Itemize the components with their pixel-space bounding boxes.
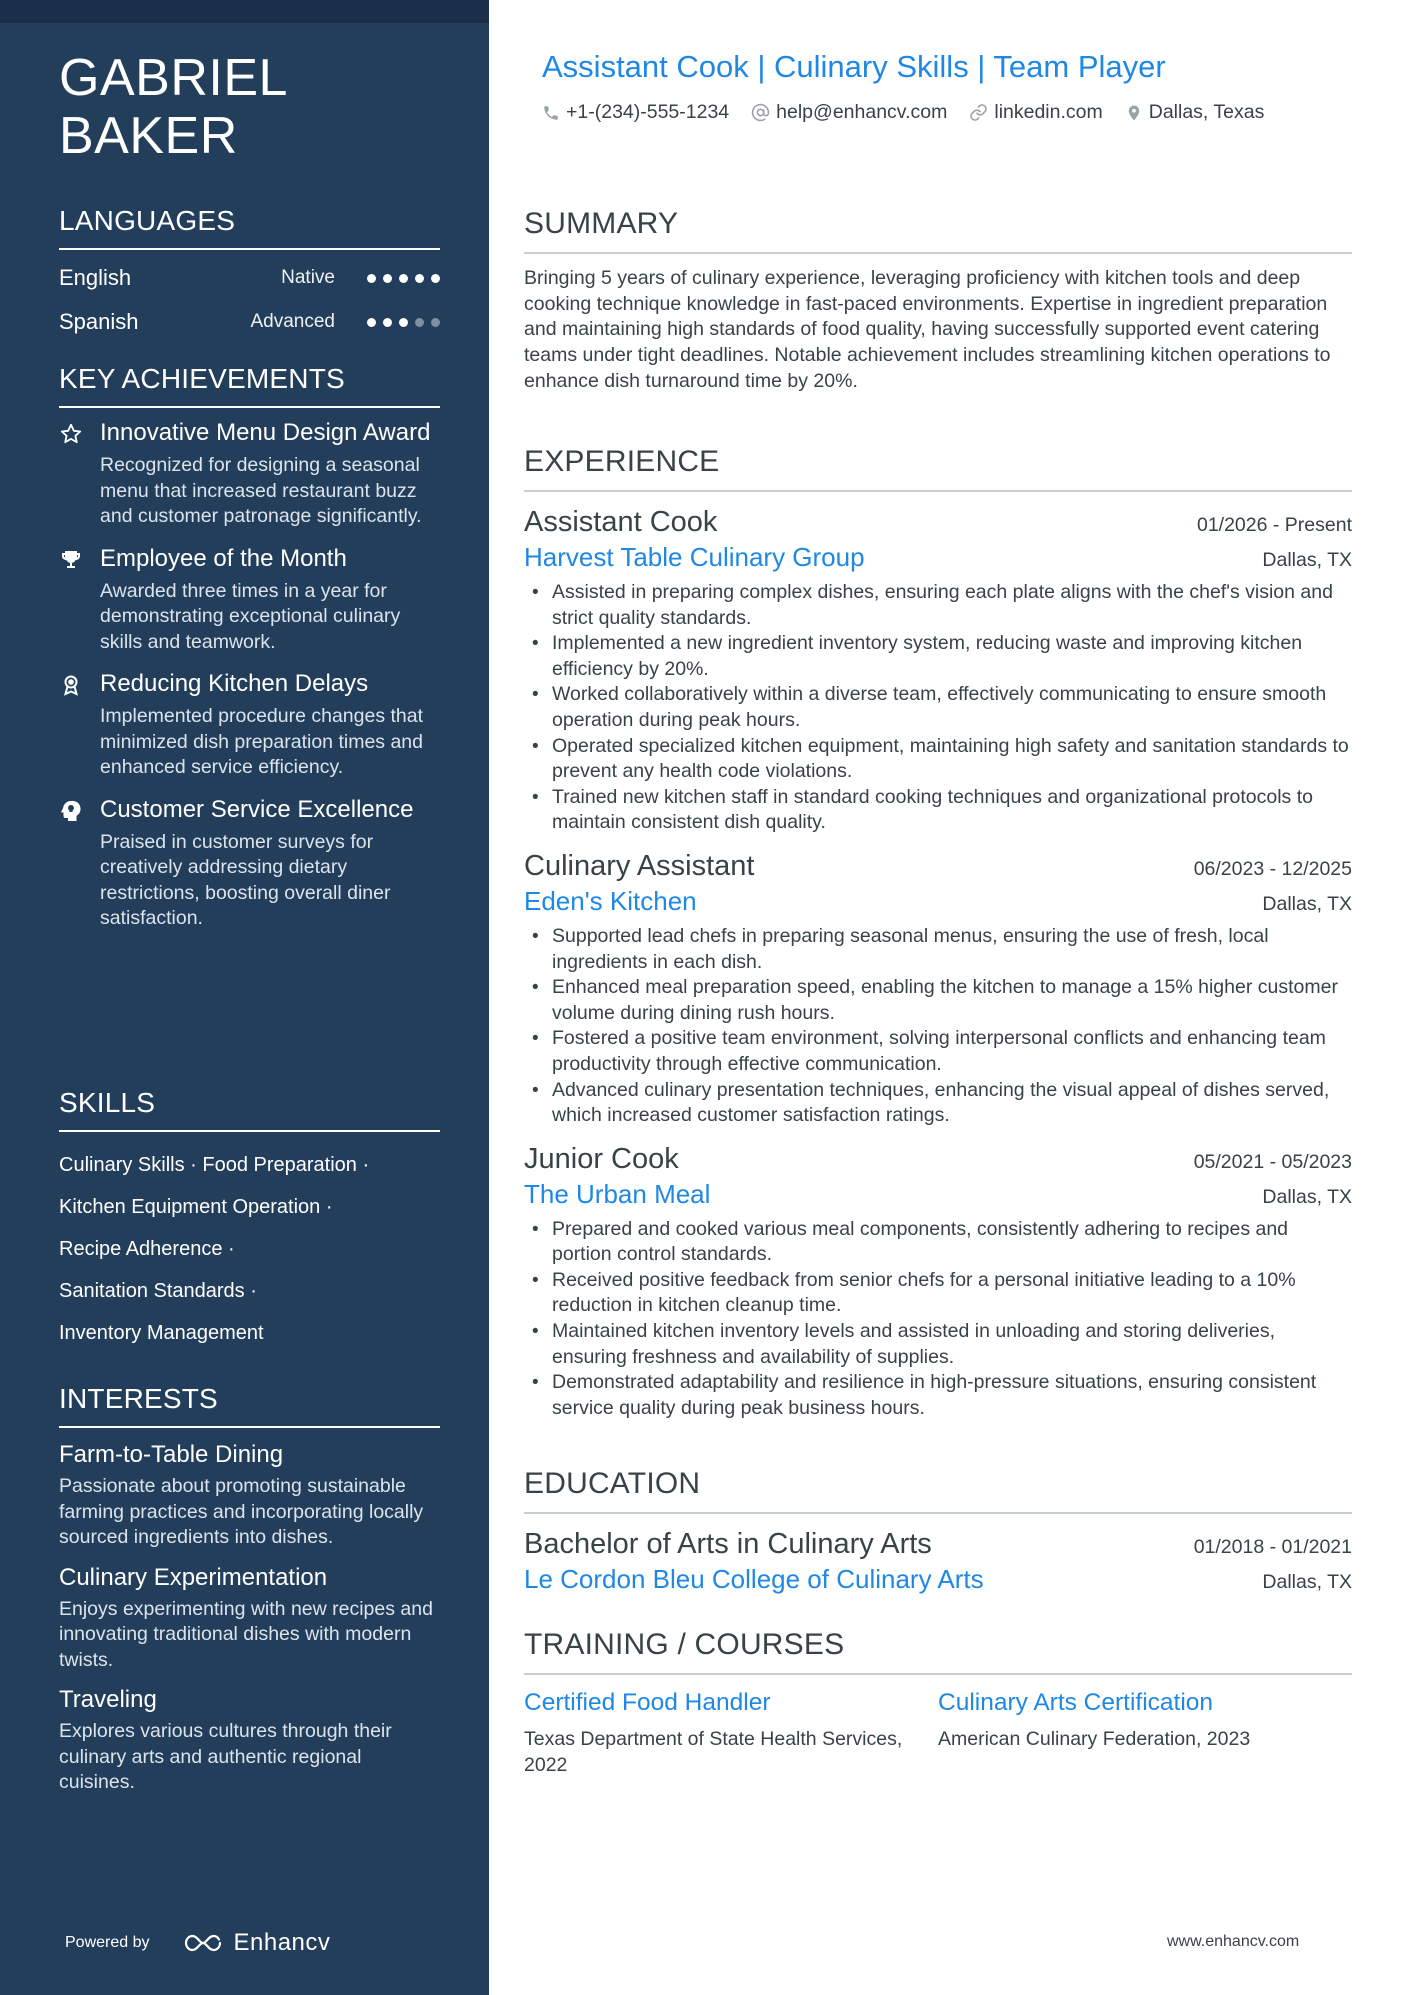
degree: Bachelor of Arts in Culinary Arts (524, 1528, 932, 1560)
achievement-title: Employee of the Month (100, 544, 347, 572)
education-dates: 01/2018 - 01/2021 (1193, 1536, 1352, 1558)
last-name: BAKER (59, 107, 238, 165)
job-bullet: • Supported lead chefs in preparing seasonal menus, ensuring the use of fresh, local ingredients in each dish. (524, 924, 1352, 975)
summary-title: SUMMARY (524, 206, 1352, 254)
candidate-name (59, 49, 288, 165)
rating-dot-filled (383, 274, 392, 283)
job-bullet: • Assisted in preparing complex dishes, ensuring each plate aligns with the chef's vision and strict quality standards. (524, 580, 1352, 631)
phone-icon (542, 104, 560, 122)
job-location: Dallas, TX (1262, 549, 1352, 571)
job-entry (524, 504, 1352, 836)
achievement-desc: Recognized for designing a seasonal menu that increased restaurant buzz and customer patronage significantly. (100, 454, 422, 527)
sidebar (0, 0, 489, 1995)
job-dates: 06/2023 - 12/2025 (1193, 857, 1352, 880)
enhancv-brand: Enhancv (233, 1929, 331, 1956)
achievements-title: KEY ACHIEVEMENTS (59, 362, 440, 408)
at-icon (751, 103, 770, 122)
job-company: Harvest Table Culinary Group (524, 542, 865, 572)
enhancv-logo[interactable] (180, 1929, 331, 1957)
trophy-icon (59, 548, 83, 572)
achievement-desc: Implemented procedure changes that minimized dish preparation times and enhanced service efficiency. (100, 705, 424, 778)
education-location: Dallas, TX (1262, 1571, 1352, 1593)
rating-dot-filled (367, 274, 376, 283)
summary-text: Bringing 5 years of culinary experience, leveraging proficiency with kitchen tools and deep cooking technique knowledge in fast-paced environments. Expertise in ingredient preparation and maintaining high standards of food quality, having successfully supported event catering teams under tight deadlines. Notable achievement includes streamlining kitchen operations to enhance dish turnaround time by 20%. (524, 267, 1331, 392)
language-rating (367, 318, 440, 327)
achievements-section (59, 362, 440, 932)
job-bullet: • Received positive feedback from senior chefs for a personal initiative leading to a 10% reduction in kitchen cleanup time. (524, 1268, 1352, 1319)
language-name: Spanish (59, 309, 139, 334)
course-desc: Texas Department of State Health Services, 2022 (524, 1728, 903, 1776)
contact-bar (542, 101, 1286, 124)
skill-line: Recipe Adherence · (59, 1238, 235, 1260)
job-bullets (524, 924, 1352, 1129)
interest-desc: Explores various cultures through their culinary arts and authentic regional cuisines. (59, 1720, 392, 1793)
location-text: Dallas, Texas (1148, 101, 1265, 123)
achievement-item (59, 669, 440, 781)
skills-list (59, 1144, 440, 1354)
job-title: Culinary Assistant (524, 849, 755, 882)
first-name: GABRIEL (59, 49, 288, 107)
interest-title: Traveling (59, 1686, 157, 1713)
job-company: Eden's Kitchen (524, 885, 697, 916)
language-name: English (59, 265, 132, 290)
job-dates: 01/2026 - Present (1196, 514, 1352, 536)
achievement-title: Reducing Kitchen Delays (100, 670, 369, 697)
training-section (524, 1627, 1352, 1778)
powered-by-label: Powered by (65, 1934, 150, 1951)
job-bullet: • Maintained kitchen inventory levels and assisted in unloading and storing deliveries, ensuring freshness and availability of supplies. (524, 1319, 1352, 1370)
interest-desc: Passionate about promoting sustainable farming practices and incorporating locally sourced ingredients into dishes. (59, 1475, 424, 1548)
sidebar-top-strip (0, 0, 489, 23)
achievement-item (59, 544, 440, 656)
achievement-title: Innovative Menu Design Award (100, 419, 431, 446)
rating-dot-filled (367, 318, 376, 327)
contact-phone[interactable] (542, 101, 729, 124)
achievement-desc: Awarded three times in a year for demonstrating exceptional culinary skills and teamwork. (100, 579, 401, 653)
job-title: Junior Cook (524, 1142, 679, 1175)
job-bullet: • Prepared and cooked various meal components, consistently adhering to recipes and portion control standards. (524, 1217, 1352, 1268)
headline: Assistant Cook | Culinary Skills | Team Player (542, 49, 1166, 84)
skill-line: Kitchen Equipment Operation · (59, 1196, 333, 1218)
interest-item (59, 1562, 440, 1674)
skill-line: Culinary Skills · Food Preparation · (59, 1154, 370, 1176)
rating-dot-empty (415, 318, 424, 327)
job-bullet: • Trained new kitchen staff in standard cooking techniques and organizational protocols to maintain consistent dish quality. (524, 785, 1352, 836)
language-row (59, 256, 440, 300)
interests-title: INTERESTS (59, 1382, 440, 1428)
language-row (59, 300, 440, 344)
school: Le Cordon Bleu College of Culinary Arts (524, 1564, 984, 1594)
rating-dot-filled (383, 318, 392, 327)
head-idea-icon (59, 799, 83, 823)
job-bullet: • Advanced culinary presentation techniques, enhancing the visual appeal of dishes served, which increased customer satisfaction ratings. (524, 1078, 1352, 1129)
contact-linkedin[interactable] (969, 101, 1102, 124)
job-bullets (524, 1217, 1352, 1422)
location-pin-icon (1125, 103, 1143, 123)
job-entry (524, 848, 1352, 1129)
skill-line: Sanitation Standards · (59, 1280, 257, 1302)
phone-text: +1-(234)-555-1234 (566, 101, 730, 123)
enhancv-logo-icon (180, 1931, 226, 1955)
skills-title: SKILLS (59, 1086, 440, 1132)
rating-dot-filled (415, 274, 424, 283)
languages-title: LANGUAGES (59, 204, 440, 250)
rating-dot-filled (399, 318, 408, 327)
training-title: TRAINING / COURSES (524, 1627, 1352, 1675)
linkedin-text: linkedin.com (994, 101, 1103, 123)
interest-desc: Enjoys experimenting with new recipes and innovating traditional dishes with modern twists. (59, 1597, 433, 1671)
languages-section (59, 204, 440, 344)
email-text: help@enhancv.com (776, 101, 948, 123)
contact-email[interactable] (751, 101, 947, 124)
powered-by (65, 1929, 330, 1957)
job-company: The Urban Meal (524, 1178, 711, 1209)
course-list (524, 1687, 1352, 1778)
language-level: Advanced (250, 311, 335, 332)
job-bullet: • Worked collaboratively within a diverse team, effectively communicating to ensure smooth operation during peak hours. (524, 682, 1352, 733)
rating-dot-empty (431, 318, 440, 327)
star-icon (59, 422, 83, 446)
education-entry (524, 1526, 1352, 1596)
job-bullets (524, 580, 1352, 836)
course-item (938, 1687, 1352, 1778)
interests-section (59, 1382, 440, 1796)
skill-line: Inventory Management (59, 1322, 264, 1344)
job-location: Dallas, TX (1262, 1185, 1352, 1208)
job-bullet: • Operated specialized kitchen equipment, maintaining high safety and sanitation standards to prevent any health code violations. (524, 734, 1352, 785)
job-dates: 05/2021 - 05/2023 (1193, 1150, 1352, 1173)
course-title: Culinary Arts Certification (938, 1689, 1214, 1716)
skills-section (59, 1086, 440, 1354)
job-location: Dallas, TX (1262, 892, 1352, 915)
job-title: Assistant Cook (524, 506, 718, 538)
rating-dot-filled (431, 274, 440, 283)
interest-item (59, 1684, 440, 1796)
language-level: Native (281, 267, 335, 288)
education-title: EDUCATION (524, 1466, 1352, 1514)
summary-section (524, 206, 1352, 395)
website-link[interactable]: www.enhancv.com (1167, 1933, 1300, 1950)
job-entry (524, 1141, 1352, 1422)
medal-icon (59, 673, 83, 697)
course-desc: American Culinary Federation, 2023 (938, 1728, 1251, 1750)
achievement-item (59, 795, 440, 932)
course-title: Certified Food Handler (524, 1689, 771, 1716)
interest-title: Farm-to-Table Dining (59, 1441, 284, 1468)
achievement-desc: Praised in customer surveys for creatively addressing dietary restrictions, boosting overall diner satisfaction. (100, 830, 391, 929)
education-section (524, 1466, 1352, 1596)
achievement-item (59, 418, 440, 530)
link-icon (969, 103, 988, 122)
interest-item (59, 1439, 440, 1551)
contact-location (1125, 101, 1265, 124)
experience-section (524, 444, 1352, 1421)
course-item (524, 1687, 938, 1778)
interest-title: Culinary Experimentation (59, 1563, 328, 1591)
language-rating (367, 274, 440, 283)
achievement-title: Customer Service Excellence (100, 795, 414, 823)
job-bullet: • Demonstrated adaptability and resilience in high-pressure situations, ensuring consistent service quality during peak business hours. (524, 1370, 1352, 1421)
job-bullet: • Enhanced meal preparation speed, enabling the kitchen to manage a 15% higher customer volume during dining rush hours. (524, 975, 1352, 1026)
experience-title: EXPERIENCE (524, 444, 1352, 492)
job-bullet: • Fostered a positive team environment, solving interpersonal conflicts and enhancing team productivity through effective communication. (524, 1026, 1352, 1077)
job-bullet: • Implemented a new ingredient inventory system, reducing waste and improving kitchen efficiency by 20%. (524, 631, 1352, 682)
rating-dot-filled (399, 274, 408, 283)
